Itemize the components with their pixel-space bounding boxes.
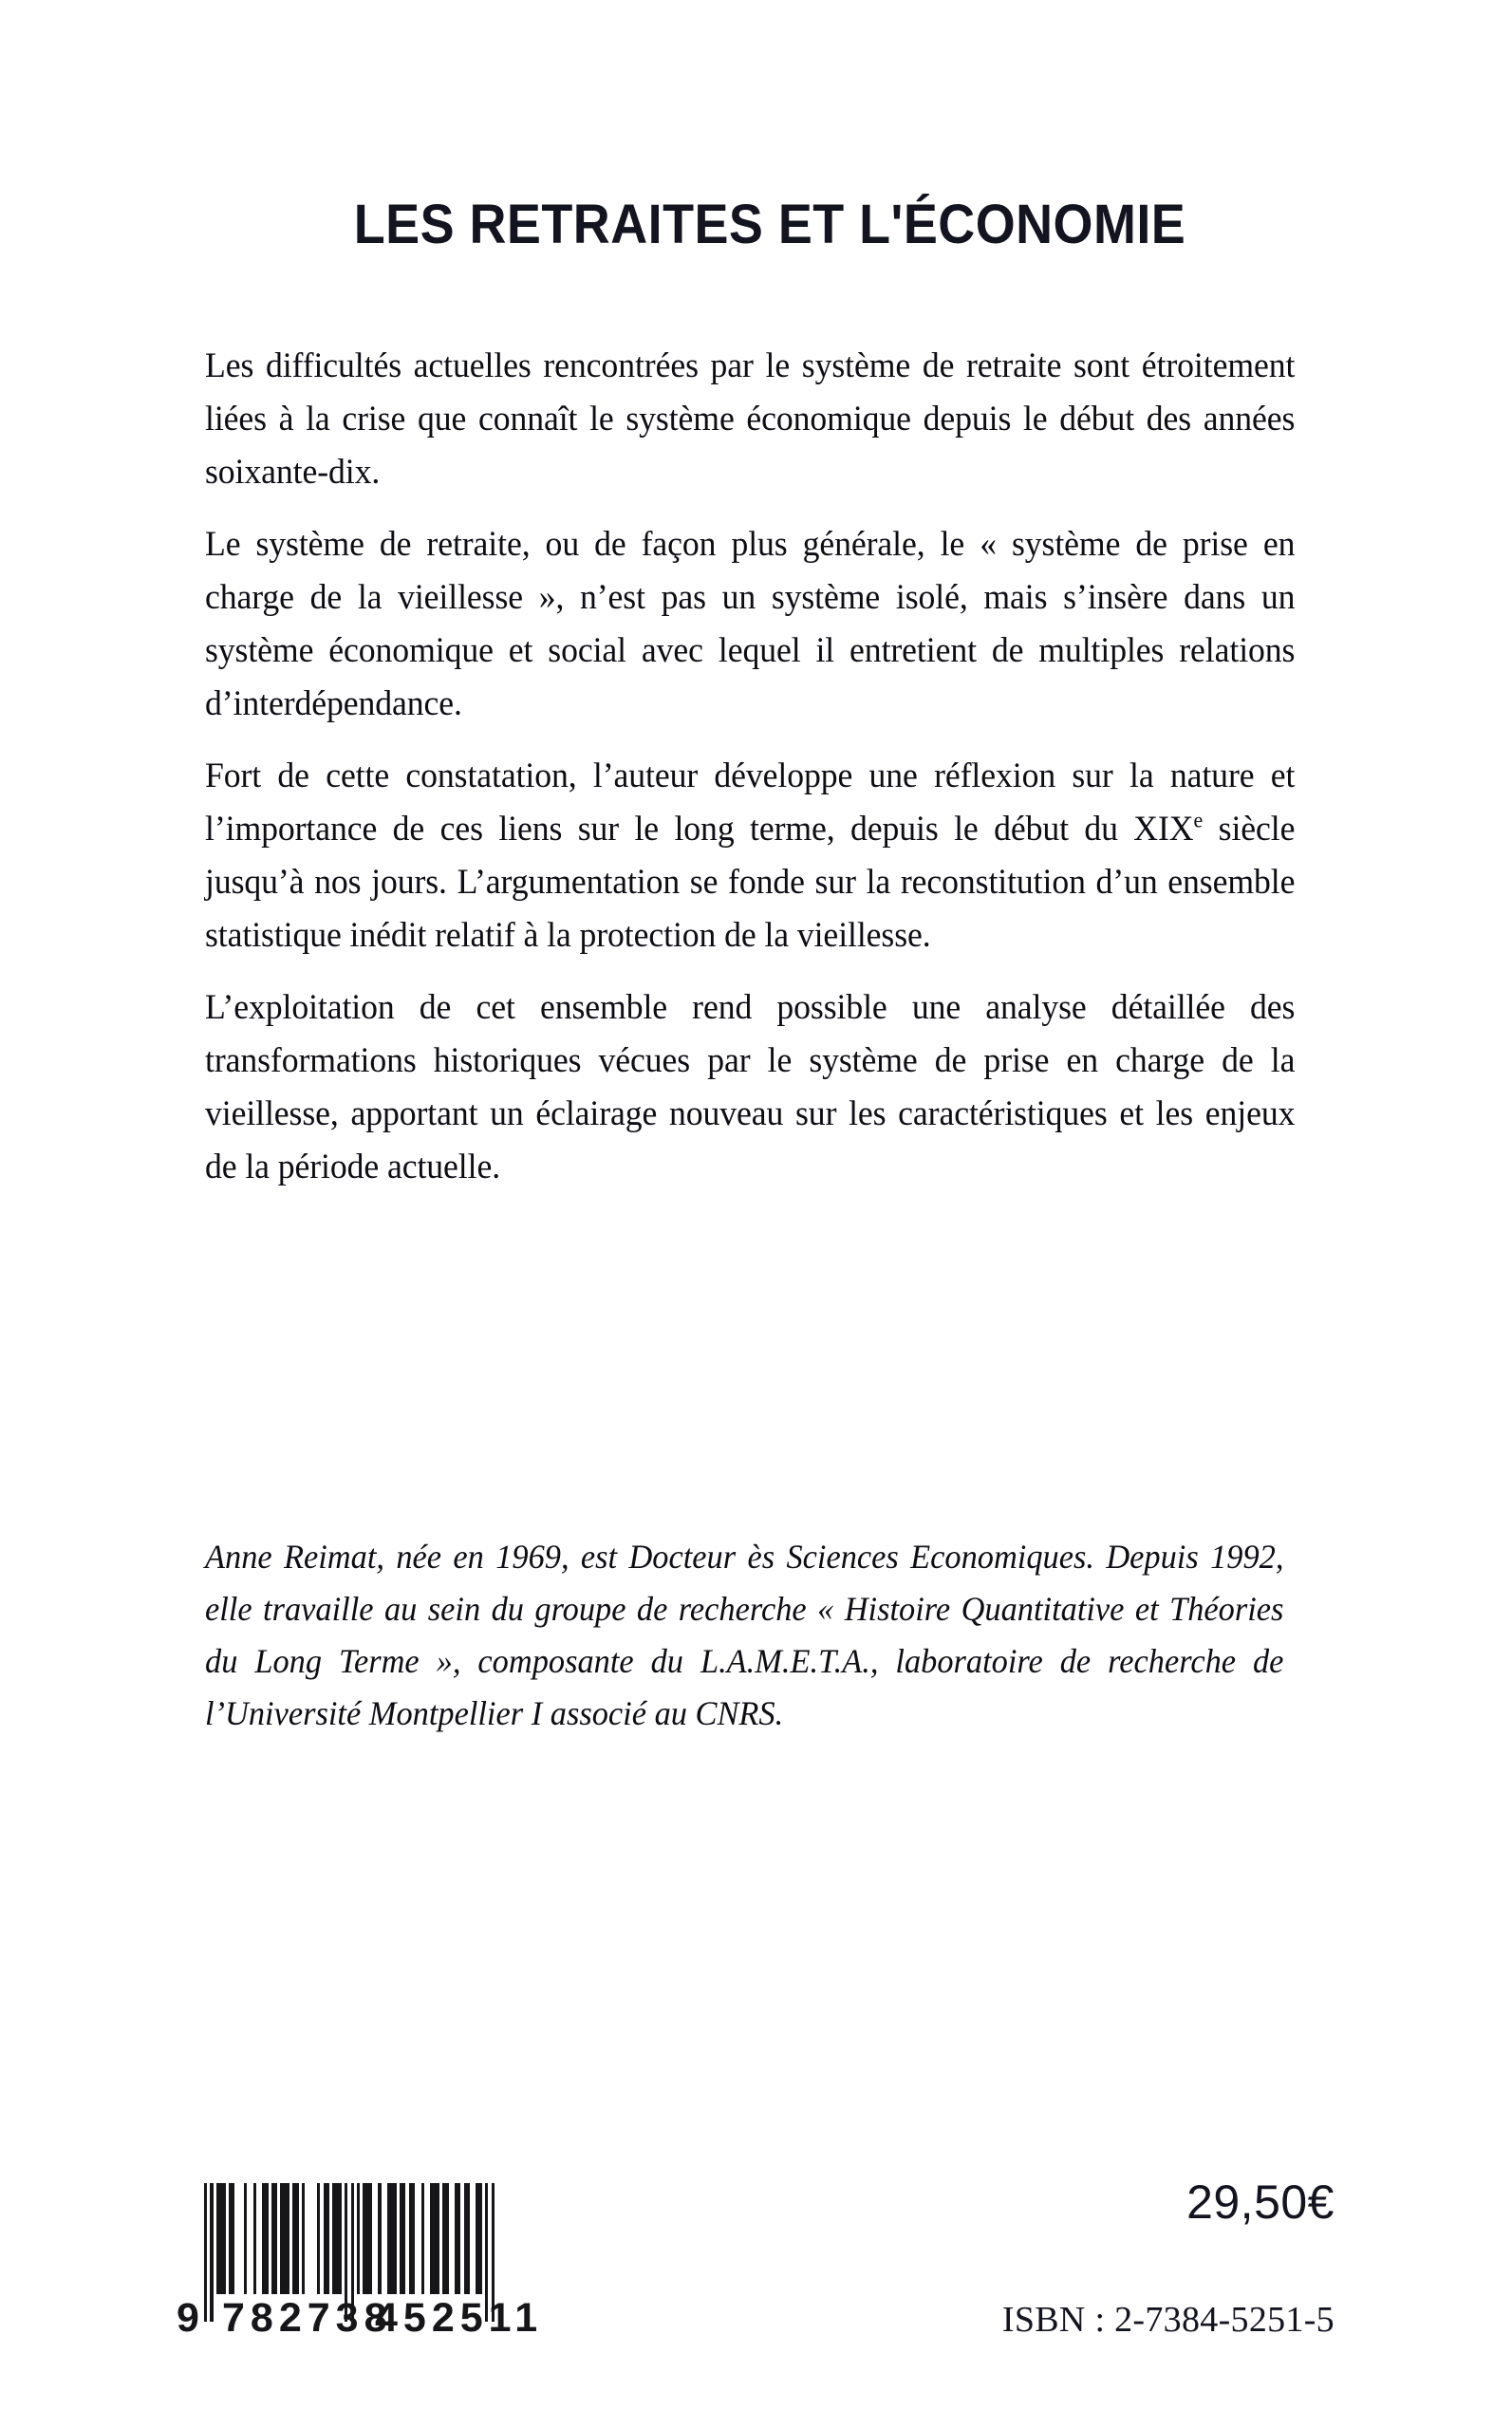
barcode-bar [332, 2183, 342, 2294]
isbn-label: ISBN : 2-7384-5251-5 [1001, 2300, 1335, 2340]
blurb-paragraph: Fort de cette constatation, l’auteur développe une réflexion sur la nature et l’importance de ces liens sur le long terme, depuis le début du XIXe siècle jusqu’à nos jours. L’argumentation se fonde sur la reconstitution d’un ensemble statistique inédit relatif à la protection de la vieillesse. [205, 756, 1296, 955]
barcode-right-group: 452511 [375, 2295, 544, 2341]
barcode-bar [324, 2183, 329, 2294]
barcode-bar [317, 2183, 320, 2294]
barcode-bar [280, 2183, 289, 2294]
barcode-bar [271, 2183, 277, 2294]
barcode-bar [378, 2183, 381, 2294]
barcode-bar [442, 2183, 448, 2294]
barcode-bar [421, 2183, 424, 2294]
barcode-left-group: 782738 [222, 2295, 393, 2341]
barcode-bar [409, 2183, 415, 2294]
blurb-paragraph: Le système de retraite, ou de façon plus générale, le « système de prise en charge de la vieillesse », n’est pas un système isolé, mais s’insère dans un système économique et social avec lequel il entretient de multiples relations d’interdépendance. [205, 525, 1296, 723]
author-bio-text: Anne Reimat, née en 1969, est Docteur ès Sciences Economiques. Depuis 1992, elle travaille au sein du groupe de recherche « Histoire Quantitative et Théories du Long Terme », composante du L.A.M.E.T.A., laboratoire de recherche de l’Université Montpellier I associé au CNRS. [205, 1538, 1284, 1732]
blurb-paragraph: L’exploitation de cet ensemble rend possible une analyse détaillée des transformations historiques vécues par le système de prise en charge de la vieillesse, apportant un éclairage nouveau sur les caractéristiques et les enjeux de la période actuelle. [205, 988, 1296, 1186]
barcode-bar [229, 2183, 234, 2294]
blurb-text-block [205, 340, 1335, 1194]
barcode-bar [302, 2183, 305, 2294]
barcode [177, 2183, 544, 2341]
barcode-bar [363, 2183, 372, 2294]
barcode-bar [387, 2183, 397, 2294]
barcode-bar [357, 2183, 360, 2294]
barcode-bar [400, 2183, 405, 2294]
blurb-paragraph: Les difficultés actuelles rencontrées par le système de retraite sont étroitement liées à la crise que connaît le système économique depuis le début des années soixante-dix. [205, 346, 1296, 492]
barcode-space [305, 2183, 317, 2184]
barcode-digits [177, 2295, 544, 2341]
barcode-bar [253, 2183, 256, 2294]
barcode-bar [455, 2183, 460, 2294]
price-label: 29,50€ [1186, 2176, 1335, 2229]
barcode-bar [262, 2183, 268, 2294]
author-bio-block [205, 1531, 1335, 1740]
barcode-bar [244, 2183, 247, 2294]
page-title: LES RETRAITES ET L'ÉCONOMIE [353, 193, 1186, 255]
barcode-bar [430, 2183, 439, 2294]
barcode-bar [476, 2183, 481, 2294]
barcode-bar [292, 2183, 298, 2294]
barcode-space [234, 2183, 244, 2184]
barcode-bar [464, 2183, 470, 2294]
barcode-bar [216, 2183, 226, 2294]
barcode-lead-digit: 9 [177, 2295, 201, 2341]
